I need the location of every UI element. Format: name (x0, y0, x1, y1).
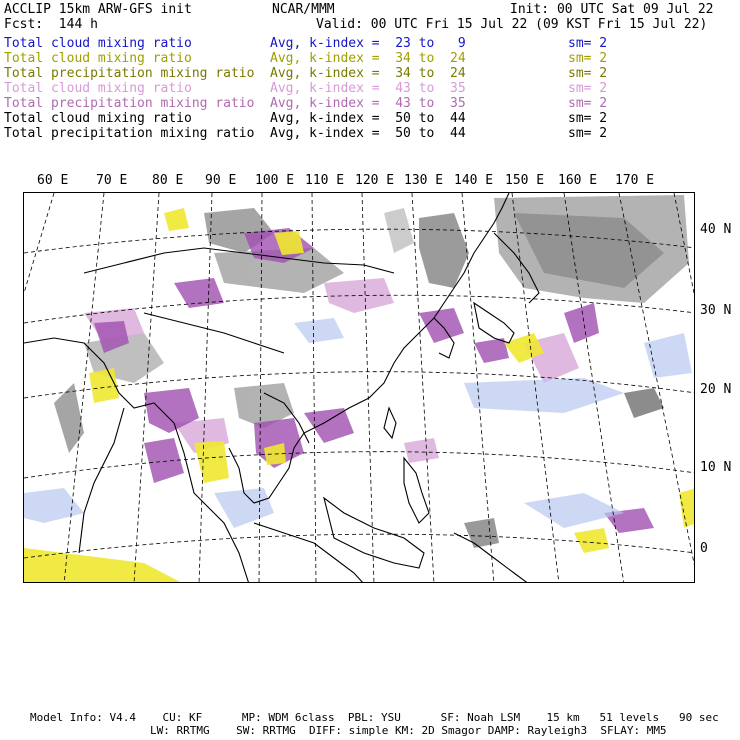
legend-sm: sm= 2 (568, 81, 608, 96)
legend-field: Total cloud mixing ratio (4, 51, 192, 66)
legend-avg: Avg, k-index = 50 to 44 (270, 111, 466, 126)
legend-sm: sm= 2 (568, 36, 608, 51)
lon-label: 60 E (37, 173, 69, 188)
center-label: NCAR/MMM (272, 2, 335, 17)
legend-avg: Avg, k-index = 34 to 24 (270, 51, 466, 66)
map-panel (23, 192, 695, 583)
legend-field: Total cloud mixing ratio (4, 36, 192, 51)
legend-sm: sm= 2 (568, 51, 608, 66)
legend-sm: sm= 2 (568, 96, 608, 111)
lat-label: 10 N (700, 460, 732, 475)
valid-time: Valid: 00 UTC Fri 15 Jul 22 (09 KST Fri 15 Jul 22) (316, 17, 708, 32)
lon-label: 140 E (454, 173, 494, 188)
lon-label: 120 E (355, 173, 395, 188)
lat-label: 20 N (700, 382, 732, 397)
legend-field: Total precipitation mixing ratio (4, 96, 255, 111)
lon-label: 70 E (96, 173, 128, 188)
legend-avg: Avg, k-index = 34 to 24 (270, 66, 466, 81)
lon-label: 130 E (404, 173, 444, 188)
lat-label: 30 N (700, 303, 732, 318)
init-time: Init: 00 UTC Sat 09 Jul 22 (510, 2, 714, 17)
legend-avg: Avg, k-index = 43 to 35 (270, 96, 466, 111)
legend-avg: Avg, k-index = 23 to 9 (270, 36, 466, 51)
lon-label: 170 E (615, 173, 655, 188)
lat-label: 0 (700, 541, 708, 556)
model-info-line1: Model Info: V4.4 CU: KF MP: WDM 6class PBL: YSU SF: Noah LSM 15 km 51 levels 90 sec (30, 711, 719, 724)
lon-label: 160 E (558, 173, 598, 188)
map-canvas (24, 193, 695, 583)
legend-field: Total cloud mixing ratio (4, 111, 192, 126)
map-title: ACCLIP 15km ARW-GFS init (4, 2, 192, 17)
lon-label: 100 E (255, 173, 295, 188)
lon-label: 90 E (205, 173, 237, 188)
legend-sm: sm= 2 (568, 66, 608, 81)
legend-avg: Avg, k-index = 50 to 44 (270, 126, 466, 141)
lat-label: 40 N (700, 222, 732, 237)
legend-sm: sm= 2 (568, 126, 608, 141)
lon-label: 110 E (305, 173, 345, 188)
legend-avg: Avg, k-index = 43 to 35 (270, 81, 466, 96)
legend-field: Total cloud mixing ratio (4, 81, 192, 96)
legend-field: Total precipitation mixing ratio (4, 126, 255, 141)
lon-label: 80 E (152, 173, 184, 188)
legend-field: Total precipitation mixing ratio (4, 66, 255, 81)
legend-sm: sm= 2 (568, 111, 608, 126)
lon-label: 150 E (505, 173, 545, 188)
forecast-hour: Fcst: 144 h (4, 17, 98, 32)
model-info-line2: LW: RRTMG SW: RRTMG DIFF: simple KM: 2D Smagor DAMP: Rayleigh3 SFLAY: MM5 (150, 724, 667, 737)
